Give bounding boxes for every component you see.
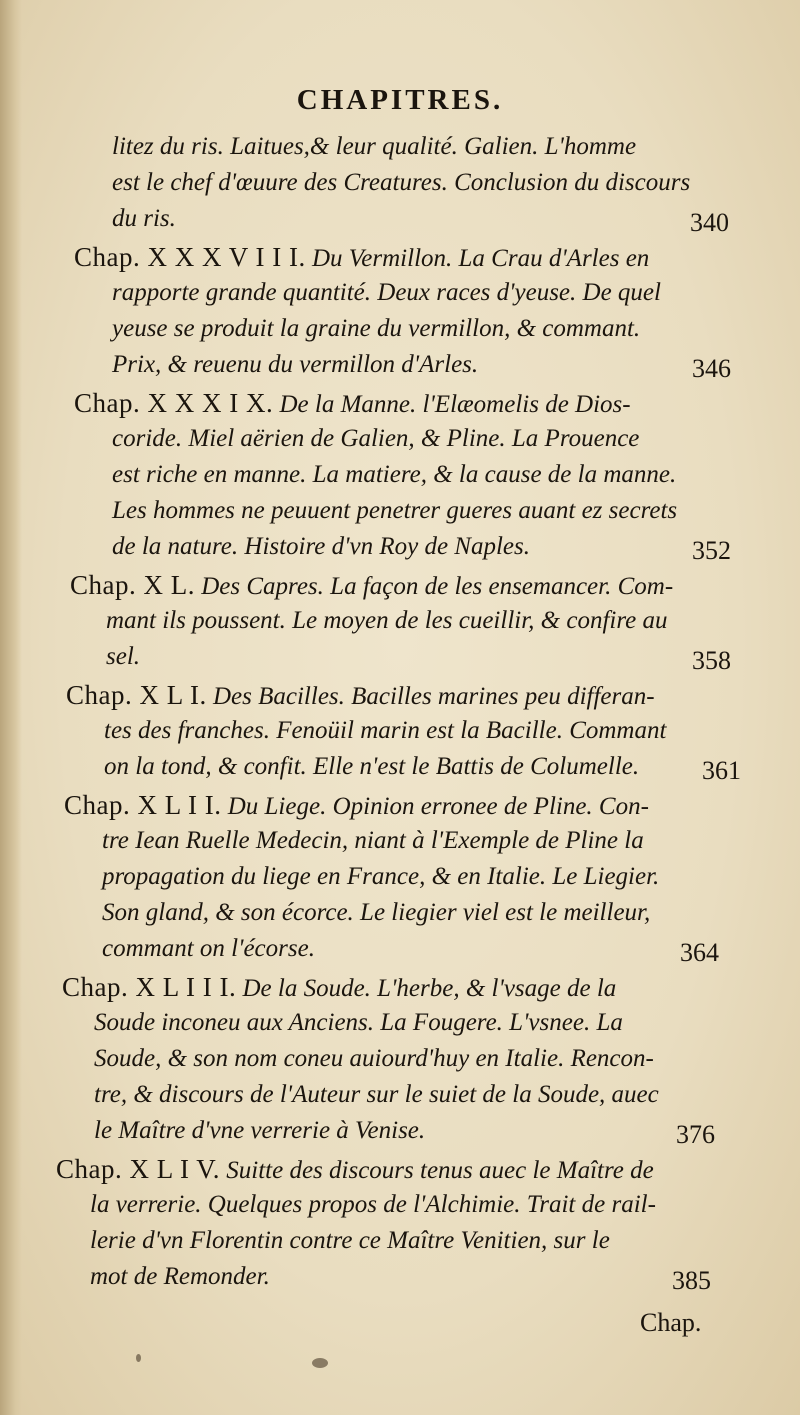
page-number: 361 — [702, 756, 741, 785]
chapter-number: Chap. X L I. — [66, 680, 207, 710]
chapter-heading-line — [66, 680, 655, 712]
entry-line: litez du ris. Laitues,& leur qualité. Galien. L'homme — [112, 133, 637, 160]
entry-line: de la nature. Histoire d'vn Roy de Naples. — [112, 533, 531, 560]
entry-line: tre Iean Ruelle Medecin, niant à l'Exemple de Pline la — [102, 827, 644, 854]
entry-line: est le chef d'œuure des Creatures. Conclusion du discours — [112, 169, 691, 196]
entry-line: est riche en manne. La matiere, & la cause de la manne. — [112, 461, 677, 488]
chapter-number: Chap. X L I I I. — [62, 972, 237, 1002]
entry-line: on la tond, & confit. Elle n'est le Battis de Columelle. — [104, 753, 640, 780]
page-number: 364 — [680, 938, 719, 967]
entry-line: Suitte des discours tenus auec le Maître de — [226, 1157, 654, 1184]
chapter-number: Chap. X X X I X. — [74, 388, 274, 418]
entry-line: coride. Miel aërien de Galien, & Pline. La Prouence — [112, 425, 640, 452]
page-number: 340 — [690, 208, 729, 237]
entry-line: propagation du liege en France, & en Italie. Le Liegier. — [102, 863, 660, 890]
chapter-number: Chap. X L I V. — [56, 1154, 221, 1184]
entry-line: la verrerie. Quelques propos de l'Alchimie. Trait de rail- — [90, 1191, 656, 1218]
entry-line: mot de Remonder. — [90, 1263, 270, 1290]
entry-line: De la Soude. L'herbe, & l'vsage de la — [242, 975, 617, 1002]
entry-line: Du Liege. Opinion erronee de Pline. Con- — [227, 793, 649, 820]
entry-line: tes des franches. Fenoüil marin est la Bacille. Commant — [104, 717, 667, 744]
entry-line: Prix, & reuenu du vermillon d'Arles. — [112, 351, 479, 378]
entry-line: rapporte grande quantité. Deux races d'yeuse. De quel — [112, 279, 661, 306]
entry-line: du ris. — [112, 205, 176, 232]
chapter-heading-line — [74, 242, 649, 274]
entry-line: lerie d'vn Florentin contre ce Maître Venitien, sur le — [90, 1227, 610, 1254]
chapter-number: Chap. X L I I. — [64, 790, 222, 820]
page-number: 352 — [692, 536, 731, 565]
page-number: 358 — [692, 646, 731, 675]
ink-blot — [312, 1358, 328, 1368]
entry-line: Les hommes ne peuuent penetrer gueres auant ez secrets — [112, 497, 678, 524]
catchword: Chap. — [640, 1308, 702, 1337]
entry-line: tre, & discours de l'Auteur sur le suiet de la Soude, auec — [94, 1081, 659, 1108]
entry-line: sel. — [106, 643, 141, 670]
ink-speck — [136, 1354, 141, 1362]
entry-line: Des Capres. La façon de les ensemancer. Com- — [201, 573, 674, 600]
entry-line: mant ils poussent. Le moyen de les cueillir, & confire au — [106, 607, 668, 634]
chapter-heading-line — [70, 570, 673, 602]
entry-line: le Maître d'vne verrerie à Venise. — [94, 1117, 426, 1144]
entry-line: Du Vermillon. La Crau d'Arles en — [312, 245, 650, 272]
page-gutter — [0, 0, 22, 1415]
chapter-number: Chap. X X X V I I I. — [74, 242, 306, 272]
entry-line: yeuse se produit la graine du vermillon, & commant. — [112, 315, 641, 342]
page-number: 376 — [676, 1120, 715, 1149]
entry-line: Soude, & son nom coneu auiourd'huy en Italie. Rencon- — [94, 1045, 654, 1072]
entry-line: Des Bacilles. Bacilles marines peu differan- — [212, 683, 655, 710]
chapter-heading-line — [56, 1154, 654, 1186]
page-number: 385 — [672, 1266, 711, 1295]
entry-line: De la Manne. l'Elæomelis de Dios- — [279, 391, 631, 418]
entry-line: Son gland, & son écorce. Le liegier viel est le meilleur, — [102, 899, 651, 926]
chapter-heading-line — [64, 790, 649, 822]
entry-line: Soude inconeu aux Anciens. La Fougere. L'vsnee. La — [94, 1009, 623, 1036]
running-head: CHAPITRES. — [296, 84, 504, 116]
chapter-number: Chap. X L. — [70, 570, 195, 600]
entry-line: commant on l'écorse. — [102, 935, 315, 962]
chapter-heading-line — [62, 972, 616, 1004]
page-number: 346 — [692, 354, 731, 383]
chapter-heading-line — [74, 388, 631, 420]
